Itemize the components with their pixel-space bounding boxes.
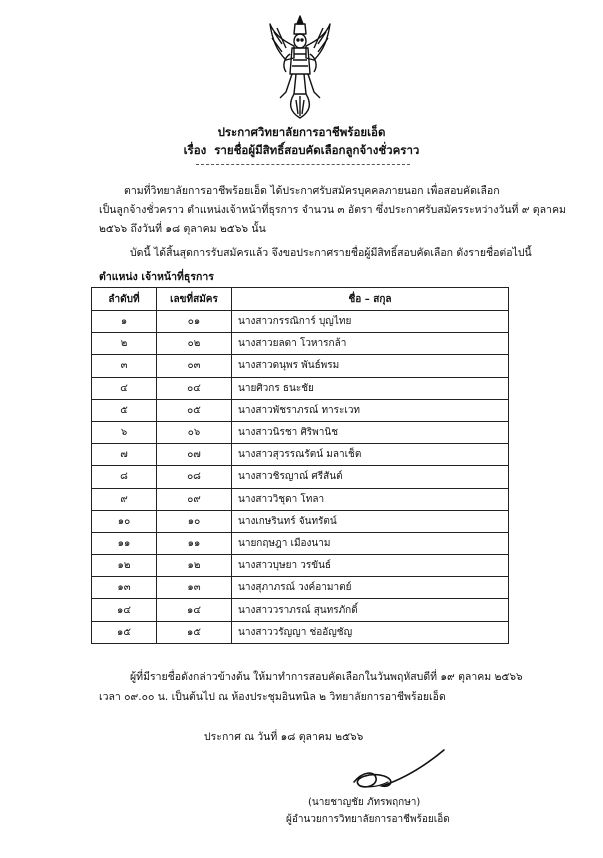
row-order: ๖ <box>92 421 157 443</box>
row-order: ๕ <box>92 399 157 421</box>
row-order: ๑๐ <box>92 510 157 532</box>
intro-paragraph-line-3: ๒๕๖๖ ถึงวันที่ ๑๘ ตุลาคม ๒๕๖๖ นั้น <box>99 223 266 235</box>
row-name: นายศิวกร ธนะชัย <box>232 377 509 399</box>
table-row <box>92 488 509 510</box>
position-label: ตำแหน่ง เจ้าหน้าที่ธุรการ <box>99 271 214 283</box>
table-body <box>92 311 509 644</box>
row-order: ๑๕ <box>92 621 157 643</box>
row-application-no: ๐๖ <box>157 421 232 443</box>
row-application-no: ๐๓ <box>157 355 232 377</box>
table-row <box>92 577 509 599</box>
garuda-emblem-icon <box>268 14 332 120</box>
table-row <box>92 555 509 577</box>
header-name: ชื่อ – สกุล <box>232 288 509 311</box>
row-application-no: ๑๐ <box>157 510 232 532</box>
table-row <box>92 311 509 333</box>
row-order: ๙ <box>92 488 157 510</box>
intro-paragraph-line-1: ตามที่วิทยาลัยการอาชีพร้อยเอ็ด ได้ประกาศรับสมัครบุคคลภายนอก เพื่อสอบคัดเลือก <box>124 185 500 197</box>
table-row <box>92 333 509 355</box>
row-name: นางสาวนิรชา ศิริพานิช <box>232 421 509 443</box>
row-application-no: ๐๔ <box>157 377 232 399</box>
table-row <box>92 399 509 421</box>
table-row <box>92 599 509 621</box>
signer-name: (นายชาญชัย ภัทรพฤกษา) <box>308 797 421 808</box>
row-order: ๑๓ <box>92 577 157 599</box>
row-name: นางสาวชิรญาณ์ ศรีสันต์ <box>232 466 509 488</box>
subject-text: รายชื่อผู้มีสิทธิ์สอบคัดเลือกลูกจ้างชั่วคราว <box>214 143 420 157</box>
row-name: นางสาวยลดา โวหารกล้า <box>232 333 509 355</box>
row-order: ๑๔ <box>92 599 157 621</box>
row-application-no: ๐๒ <box>157 333 232 355</box>
notice-paragraph: บัดนี้ ได้สิ้นสุดการรับสมัครแล้ว จึงขอประกาศรายชื่อผู้มีสิทธิ์สอบคัดเลือก ดังรายชื่อต่อไปนี้ <box>130 247 532 259</box>
row-order: ๘ <box>92 466 157 488</box>
row-name: นางสาวพัชราภรณ์ ทาระเวท <box>232 399 509 421</box>
row-order: ๑๒ <box>92 555 157 577</box>
table-row <box>92 377 509 399</box>
table-row <box>92 421 509 443</box>
row-application-no: ๐๑ <box>157 311 232 333</box>
row-name: นางสาวกรรณิการ์ บุญไทย <box>232 311 509 333</box>
table-row <box>92 510 509 532</box>
row-application-no: ๐๙ <box>157 488 232 510</box>
row-order: ๑ <box>92 311 157 333</box>
signature-icon <box>340 742 450 802</box>
row-application-no: ๐๕ <box>157 399 232 421</box>
row-name: นางสาววิชุดา โทลา <box>232 488 509 510</box>
table-row <box>92 621 509 643</box>
intro-paragraph-line-2: เป็นลูกจ้างชั่วคราว ตำแหน่งเจ้าหน้าที่ธุรการ จำนวน ๓ อัตรา ซึ่งประกาศรับสมัครระหว่างวันที่ ๙ ตุลาคม <box>99 204 566 216</box>
row-order: ๗ <box>92 444 157 466</box>
table-row <box>92 355 509 377</box>
header-application-no: เลขที่สมัคร <box>157 288 232 311</box>
subject-prefix: เรื่อง <box>183 143 207 157</box>
row-application-no: ๑๒ <box>157 555 232 577</box>
row-order: ๓ <box>92 355 157 377</box>
exam-schedule-line-1: ผู้ที่มีรายชื่อดังกล่าวข้างต้น ให้มาทำการสอบคัดเลือกในวันพฤหัสบดีที่ ๑๙ ตุลาคม ๒๕๖๖ <box>130 671 523 683</box>
row-order: ๑๑ <box>92 532 157 554</box>
row-application-no: ๑๔ <box>157 599 232 621</box>
row-name: นางเกษรินทร์ จันทรัตน์ <box>232 510 509 532</box>
row-name: นางสาวดนุพร พันธ์พรม <box>232 355 509 377</box>
table-row <box>92 444 509 466</box>
row-name: นางสาววรัญญา ช่ออัญชัญ <box>232 621 509 643</box>
row-name: นางสาววราภรณ์ สุนทรภักดิ์ <box>232 599 509 621</box>
row-name: นายกฤษฎา เมืองนาม <box>232 532 509 554</box>
table-row <box>92 532 509 554</box>
table-header-row <box>92 288 509 311</box>
header-order: ลำดับที่ <box>92 288 157 311</box>
candidate-table <box>91 287 509 644</box>
signer-title: ผู้อำนวยการวิทยาลัยการอาชีพร้อยเอ็ด <box>286 814 450 825</box>
announcement-title: ประกาศวิทยาลัยการอาชีพร้อยเอ็ด <box>217 125 386 139</box>
title-divider <box>196 164 410 165</box>
row-order: ๔ <box>92 377 157 399</box>
row-application-no: ๑๑ <box>157 532 232 554</box>
row-name: นางสาวบุษยา วรขันธ์ <box>232 555 509 577</box>
row-name: นางสุภาภรณ์ วงค์อามาตย์ <box>232 577 509 599</box>
table-row <box>92 466 509 488</box>
row-name: นางสาวสุวรรณรัตน์ มลาเช็ต <box>232 444 509 466</box>
row-application-no: ๑๕ <box>157 621 232 643</box>
row-application-no: ๐๘ <box>157 466 232 488</box>
exam-schedule-line-2: เวลา ๐๙.๐๐ น. เป็นต้นไป ณ ห้องประชุมอินทนิล ๒ วิทยาลัยการอาชีพร้อยเอ็ด <box>99 691 446 703</box>
announcement-subject <box>0 142 603 160</box>
announcement-date: ประกาศ ณ วันที่ ๑๘ ตุลาคม ๒๕๖๖ <box>204 731 364 743</box>
row-application-no: ๑๓ <box>157 577 232 599</box>
row-order: ๒ <box>92 333 157 355</box>
row-application-no: ๐๗ <box>157 444 232 466</box>
